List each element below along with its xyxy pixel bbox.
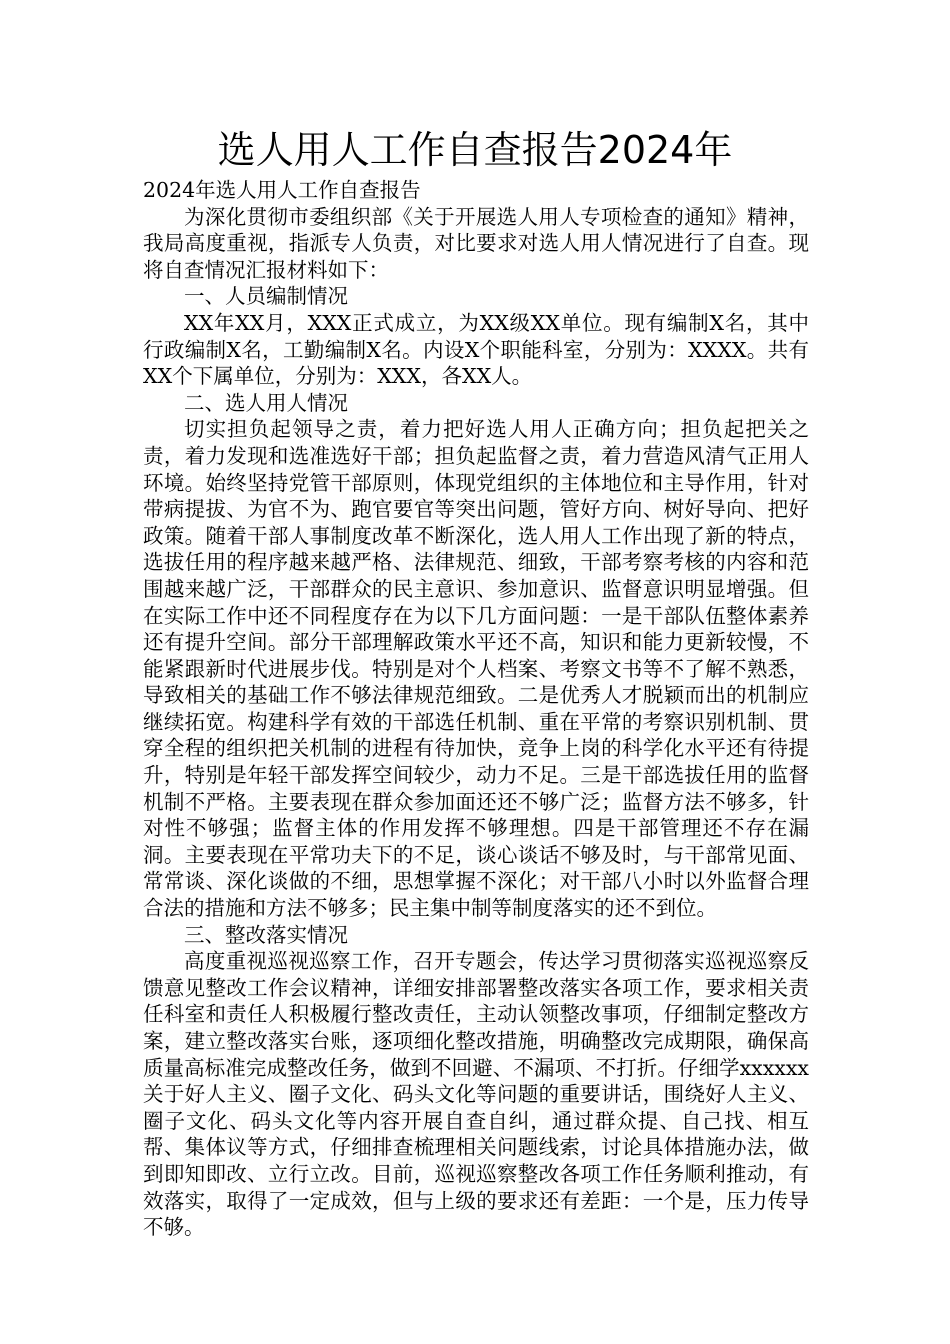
document-title: 选人用人工作自查报告2024年 [217,128,733,172]
document-body [143,177,809,1241]
rectification-paragraph: 高度重视巡视巡察工作，召开专题会，传达学习贯彻落实巡视巡察反馈意见整改工作会议精神，详细安排部署整改落实各项工作，要求相关责任科室和责任人积极履行整改责任，主动认领整改事项，仔细制定整改方案，建立整改落实台账，逐项细化整改措施，明确整改完成期限，确保高质量高标准完成整改任务，做到不回避、不漏项、不打折。仔细学xxxxxx关于好人主义、圈子文化、码头文化等问题的重要讲话，围绕好人主义、圈子文化、码头文化等内容开展自查自纠，通过群众提、自己找、相互帮、集体议等方式，仔细排查梳理相关问题线索，讨论具体措施办法，做到即知即改、立行立改。目前，巡视巡察整改各项工作任务顺利推动，有效落实，取得了一定成效，但与上级的要求还有差距：一个是，压力传导不够。 [143,949,809,1240]
staffing-paragraph: XX年XX月，XXX正式成立，为XX级XX单位。现有编制X名，其中行政编制X名，工勤编制X名。内设X个职能科室，分别为：XXXX。共有XX个下属单位，分别为：XXX，各XX人。 [143,310,809,389]
selection-paragraph: 切实担负起领导之责，着力把好选人用人正确方向；担负起把关之责，着力发现和选准选好干部；担负起监督之责，着力营造风清气正用人环境。始终坚持党管干部原则，体现党组织的主体地位和主导作用，针对带病提拔、为官不为、跑官要官等突出问题，管好方向、树好导向、把好政策。随着干部人事制度改革不断深化，选人用人工作出现了新的特点，选拔任用的程序越来越严格、法律规范、细致，干部考察考核的内容和范围越来越广泛，干部群众的民主意识、参加意识、监督意识明显增强。但在实际工作中还不同程度存在为以下几方面问题：一是干部队伍整体素养还有提升空间。部分干部理解政策水平还不高，知识和能力更新较慢，不能紧跟新时代进展步伐。特别是对个人档案、考察文书等不了解不熟悉，导致相关的基础工作不够法律规范细致。二是优秀人才脱颖而出的机制应继续拓宽。构建科学有效的干部选任机制、重在平常的考察识别机制、贯穿全程的组织把关机制的进程有待加快，竞争上岗的科学化水平还有待提升，特别是年轻干部发挥空间较少，动力不足。三是干部选拔任用的监督机制不严格。主要表现在群众参加面还还不够广泛；监督方法不够多，针对性不够强；监督主体的作用发挥不够理想。四是干部管理还不存在漏洞。主要表现在平常功夫下的不足，谈心谈话不够及时，与干部常见面、常常谈、深化谈做的不细，思想掌握不深化；对干部八小时以外监督合理合法的措施和方法不够多；民主集中制等制度落实的还不到位。 [143,417,809,921]
intro-paragraph: 为深化贯彻市委组织部《关于开展选人用人专项检查的通知》精神，我局高度重视，指派专人负责，对比要求对选人用人情况进行了自查。现将自查情况汇报材料如下： [143,204,809,282]
section-heading-staffing: 一、人员编制情况 [184,284,348,309]
document-subtitle: 2024年选人用人工作自查报告 [143,178,421,202]
section-heading-rectification: 三、整改落实情况 [184,922,348,947]
section-heading-selection: 二、选人用人情况 [184,390,348,415]
